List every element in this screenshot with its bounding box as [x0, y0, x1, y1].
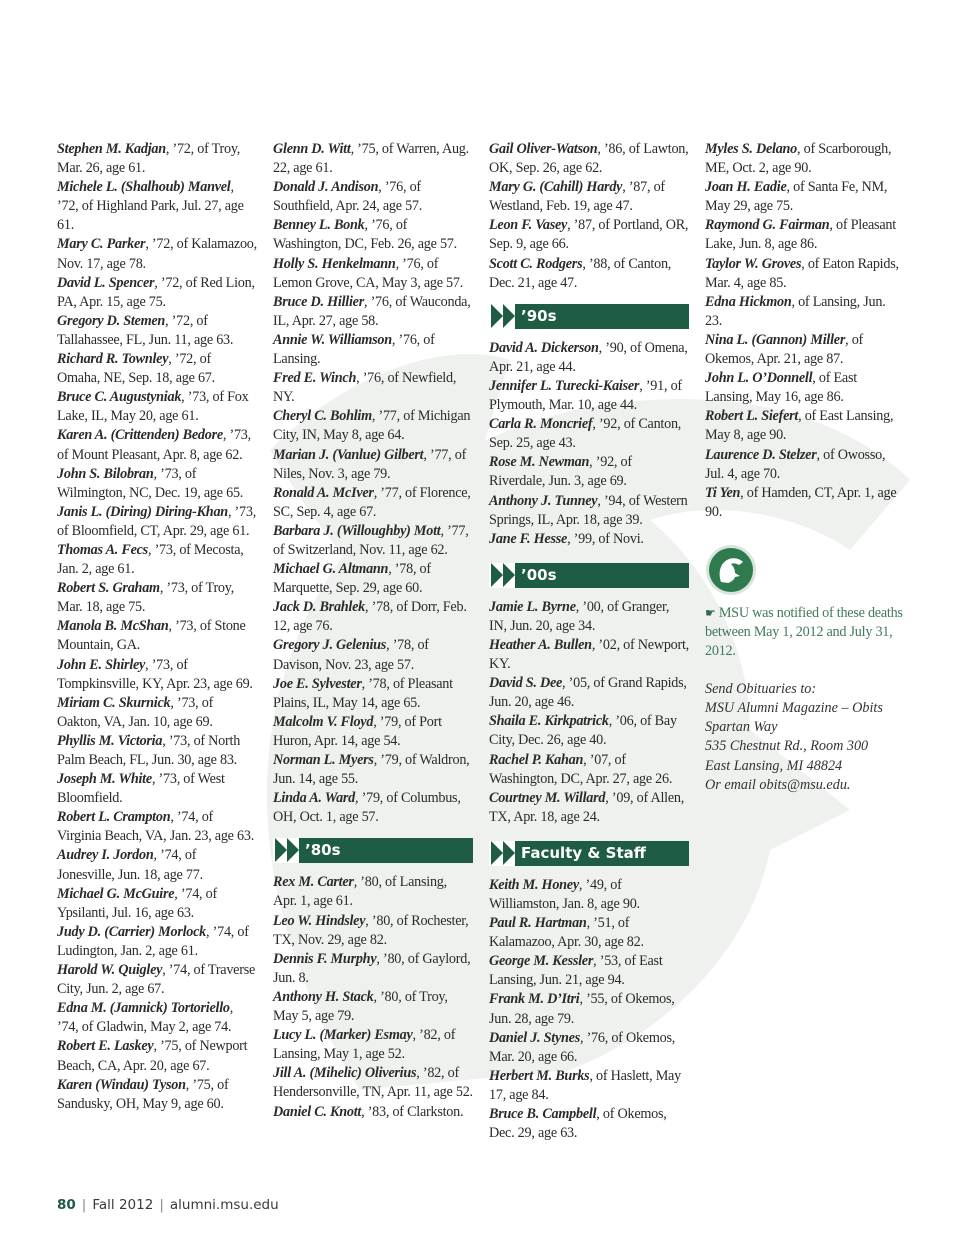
- obituary-details: , of Eaton Rapids, Mar. 4, age 85.: [705, 255, 899, 291]
- obituary-name: Barbara J. (Willoughby) Mott: [273, 522, 441, 539]
- obituary-details: , ’77, of Florence, SC, Sep. 4, age 67.: [273, 484, 471, 520]
- section-header-label: ’90s: [521, 306, 557, 325]
- obituary-name: Donald J. Andison: [273, 179, 379, 196]
- obituary-entry: [273, 598, 473, 636]
- obituary-details: , ’72, of Troy, Mar. 26, age 61.: [57, 141, 241, 177]
- obituary-entry: [273, 988, 473, 1026]
- obituary-entry: [57, 312, 257, 350]
- send-line: 535 Chestnut Rd., Room 300: [705, 738, 869, 755]
- obituary-name: Gail Oliver-Watson: [489, 141, 598, 157]
- obituary-entry: [273, 950, 473, 988]
- obituary-name: Fred E. Winch: [273, 370, 357, 387]
- send-email-line: Or email obits@msu.edu.: [705, 776, 851, 793]
- obituary-entry: [57, 1037, 257, 1075]
- obituary-name: Janis L. (Diring) Diring-Khan: [57, 503, 228, 520]
- obituary-name: Phyllis M. Victoria: [57, 732, 163, 749]
- obituary-details: , ’09, of Allen, TX, Apr. 18, age 24.: [489, 789, 685, 825]
- obituary-name: Benney L. Bonk: [273, 217, 365, 234]
- obituary-entry: [489, 598, 689, 636]
- obituary-details: , ’00, of Granger, IN, Jun. 20, age 34.: [489, 598, 670, 634]
- obituary-column-2: [273, 140, 473, 1122]
- obituary-entry: [489, 530, 689, 549]
- obituary-entry: [273, 675, 473, 713]
- obituary-entry: [57, 656, 257, 694]
- obituary-details: , ’72, of Red Lion, PA, Apr. 15, age 75.: [57, 274, 255, 310]
- obituary-entry: [705, 369, 905, 407]
- obituary-entry: [489, 453, 689, 491]
- obituary-entry: [489, 751, 689, 789]
- obituary-details: , ’75, of Sandusky, OH, May 9, age 60.: [57, 1076, 229, 1112]
- obituary-name: Joseph M. White: [57, 771, 152, 788]
- obituary-entry: [57, 694, 257, 732]
- obituary-name: Mary G. (Cahill) Hardy: [489, 179, 623, 196]
- obituary-entry: [273, 446, 473, 484]
- obituary-entry: [273, 1064, 473, 1102]
- obituary-details: , ’80, of Lansing, Apr. 1, age 61.: [273, 874, 447, 910]
- obituary-details: , ’79, of Port Huron, Apr. 14, age 54.: [273, 713, 442, 749]
- obituary-details: , ’78, of Dorr, Feb. 12, age 76.: [273, 599, 467, 635]
- obituary-entry: [705, 331, 905, 369]
- section-header-label: Faculty & Staff: [521, 843, 646, 862]
- obituary-name: Malcolm V. Floyd: [273, 713, 374, 730]
- obituary-details: , ’05, of Grand Rapids, Jun. 20, age 46.: [489, 675, 687, 711]
- obituary-entry: [489, 178, 689, 216]
- obituary-details: , ’77, of Michigan City, IN, May 8, age 64.: [273, 408, 471, 444]
- obituary-name: Taylor W. Groves: [705, 255, 802, 272]
- obituary-name: Joe E. Sylvester: [273, 675, 362, 692]
- obituary-entry: [705, 446, 905, 484]
- obituary-details: , ’51, of Kalamazoo, Apr. 30, age 82.: [489, 915, 644, 951]
- obituary-entry: [489, 415, 689, 453]
- obituary-name: Richard R. Townley: [57, 351, 169, 368]
- obituary-details: , ’76, of Wauconda, IL, Apr. 27, age 58.: [273, 293, 471, 329]
- obituary-entry: [57, 579, 257, 617]
- obituary-entry: [57, 923, 257, 961]
- obituary-name: Thomas A. Fecs: [57, 541, 148, 558]
- obituary-details: , of Haslett, May 17, age 84.: [489, 1067, 681, 1103]
- obituary-entry: [57, 770, 257, 808]
- obituary-column-1: [57, 140, 257, 1114]
- obituary-entry: [489, 914, 689, 952]
- obituary-details: , ’76, of Washington, DC, Feb. 26, age 57.: [273, 217, 457, 253]
- obituary-details: , ’72, of Kalamazoo, Nov. 17, age 78.: [57, 236, 257, 272]
- obituary-details: , ’74, of Jonesville, Jun. 18, age 77.: [57, 847, 203, 883]
- obituary-name: Daniel J. Stynes: [489, 1029, 580, 1046]
- obituary-details: , ’92, of Riverdale, Jun. 3, age 69.: [489, 454, 632, 490]
- obituary-entry: [57, 235, 257, 273]
- obituary-details: , ’80, of Gaylord, Jun. 8.: [273, 950, 471, 986]
- obituary-name: John L. O’Donnell: [705, 370, 813, 387]
- obituary-name: Leo W. Hindsley: [273, 912, 366, 929]
- obituary-name: Anthony H. Stack: [273, 988, 374, 1005]
- obituary-name: Frank M. D’Itri: [489, 991, 580, 1008]
- obituary-entry: [273, 636, 473, 674]
- obituary-entry: [57, 885, 257, 923]
- obituary-name: Gregory D. Stemen: [57, 312, 166, 329]
- obituary-name: Edna M. (Jamnick) Tortoriello: [57, 1000, 230, 1017]
- obituary-entry: [273, 522, 473, 560]
- obituary-name: Robert S. Graham: [57, 580, 160, 597]
- obituary-details: , of Santa Fe, NM, May 29, age 75.: [705, 179, 888, 215]
- pointing-hand-icon: ☛: [705, 605, 716, 620]
- obituary-name: Jack D. Brahlek: [273, 599, 366, 616]
- obituary-name: Cheryl C. Bohlim: [273, 408, 372, 425]
- obituary-details: , ’06, of Bay City, Dec. 26, age 40.: [489, 713, 677, 749]
- obituary-name: Robert L. Siefert: [705, 408, 799, 425]
- section-header-90s: [489, 304, 689, 329]
- obituary-name: Leon F. Vasey: [489, 217, 568, 234]
- obituary-entry: [57, 808, 257, 846]
- obituary-details: , of Lansing, Jun. 23.: [705, 293, 886, 329]
- obituary-details: , ’07, of Washington, DC, Apr. 27, age 26.: [489, 751, 673, 787]
- obituary-entry: [273, 178, 473, 216]
- obituary-entry: [57, 178, 257, 235]
- section-header-label: ’00s: [521, 565, 557, 584]
- obituary-details: , ’78, of Marquette, Sep. 29, age 60.: [273, 561, 431, 597]
- obituary-details: , ’74, of Gladwin, May 2, age 74.: [57, 1000, 234, 1036]
- obituary-name: Raymond G. Fairman: [705, 217, 830, 234]
- obituary-name: John E. Shirley: [57, 656, 146, 673]
- obituary-entry: [705, 140, 905, 178]
- obituary-entry: [57, 999, 257, 1037]
- obituary-name: Judy D. (Carrier) Morlock: [57, 923, 207, 940]
- obituary-name: Daniel C. Knott: [273, 1103, 362, 1120]
- obituary-entry: [273, 331, 473, 369]
- obituary-name: Jennifer L. Turecki-Kaiser: [489, 377, 640, 394]
- obituary-details: , of Hamden, CT, Apr. 1, age 90.: [705, 484, 897, 520]
- obituary-entry: [489, 339, 689, 377]
- obituary-details: , ’73, of Tompkinsville, KY, Apr. 23, age 69.: [57, 656, 253, 692]
- obituary-details: , ’76, of Okemos, Mar. 20, age 66.: [489, 1029, 676, 1065]
- obituary-details: , ’82, of Lansing, May 1, age 52.: [273, 1027, 456, 1063]
- obituary-details: , ’78, of Davison, Nov. 23, age 57.: [273, 637, 429, 673]
- obituary-entry: [273, 713, 473, 751]
- obituary-entry: [705, 407, 905, 445]
- obituary-name: Ti Yen: [705, 484, 741, 501]
- obituary-name: Manola B. McShan: [57, 618, 169, 635]
- obituary-entry: [273, 873, 473, 911]
- obituary-entry: [273, 912, 473, 950]
- obituary-name: Karen (Windau) Tyson: [57, 1076, 186, 1093]
- obituary-details: , ’74, of Ludington, Jan. 2, age 61.: [57, 923, 249, 959]
- obituary-details: , of Pleasant Lake, Jun. 8, age 86.: [705, 217, 896, 253]
- obituary-entry: [57, 274, 257, 312]
- obituary-details: , ’73, of North Palm Beach, FL, Jun. 30, age 83.: [57, 732, 241, 768]
- obituary-name: John S. Bilobran: [57, 465, 154, 482]
- spartan-helmet-icon: [709, 548, 753, 592]
- send-line: Spartan Way: [705, 719, 778, 736]
- obituary-entry: [57, 846, 257, 884]
- obituary-details: , ’76, of Lemon Grove, CA, May 3, age 57.: [273, 255, 464, 291]
- obituary-name: Paul R. Hartman: [489, 915, 587, 932]
- obituary-details: , ’77, of Niles, Nov. 3, age 79.: [273, 446, 467, 482]
- page-number: 80: [57, 1197, 76, 1213]
- obituary-entry: [489, 1029, 689, 1067]
- obituary-details: , ’80, of Rochester, TX, Nov. 29, age 82.: [273, 912, 469, 948]
- obituary-entry: [57, 617, 257, 655]
- obituary-details: , ’73, of Mount Pleasant, Apr. 8, age 62.: [57, 427, 251, 463]
- obituary-entry: [489, 876, 689, 914]
- obituary-entry: [489, 255, 689, 293]
- obituary-details: , ’73, of Wilmington, NC, Dec. 19, age 65.: [57, 465, 244, 501]
- obituary-name: Scott C. Rodgers: [489, 255, 583, 272]
- obituary-entry: [705, 255, 905, 293]
- send-line: East Lansing, MI 48824: [705, 757, 843, 774]
- obituary-details: , ’91, of Plymouth, Mar. 10, age 44.: [489, 377, 682, 414]
- obituary-name: Bruce C. Augustyniak: [57, 389, 182, 406]
- obituary-entry: [705, 178, 905, 216]
- obituary-details: , ’72, of Omaha, NE, Sep. 18, age 67.: [57, 351, 215, 387]
- obituary-details: , ’73, of West Bloomfield.: [57, 771, 225, 807]
- obituary-entry: [57, 350, 257, 388]
- obituary-name: Marian J. (Vanlue) Gilbert: [273, 446, 424, 463]
- section-header-faculty-staff: [489, 841, 689, 866]
- obituary-name: Lucy L. (Marker) Esmay: [273, 1027, 413, 1044]
- obituary-details: , of Owosso, Jul. 4, age 70.: [705, 446, 886, 482]
- obituary-name: Robert E. Laskey: [57, 1038, 154, 1055]
- obituary-details: , of Scarborough, ME, Oct. 2, age 90.: [705, 141, 892, 177]
- obituary-name: Rose M. Newman: [489, 454, 590, 471]
- obituary-name: Karen A. (Crittenden) Bedore: [57, 427, 223, 444]
- obituary-details: , ’53, of East Lansing, Jun. 21, age 94.: [489, 953, 663, 989]
- obituary-name: Myles S. Delano: [705, 141, 798, 157]
- obituary-details: , ’73, of Fox Lake, IL, May 20, age 61.: [57, 389, 249, 425]
- send-line: Send Obituaries to:: [705, 681, 817, 698]
- obituary-name: Michael G. Altmann: [273, 561, 389, 578]
- obituary-entry: [273, 216, 473, 254]
- obituary-column-4: [705, 140, 905, 795]
- obituary-details: , ’79, of Columbus, OH, Oct. 1, age 57.: [273, 790, 461, 826]
- obituary-name: Edna Hickmon: [705, 293, 792, 310]
- obituary-details: , ’73, of Troy, Mar. 18, age 75.: [57, 580, 234, 616]
- obituary-details: , ’86, of Lawton, OK, Sep. 26, age 62.: [489, 141, 689, 177]
- obituary-name: Anthony J. Tunney: [489, 492, 598, 509]
- obituary-entry: [489, 636, 689, 674]
- obituary-details: , ’83, of Clarkston.: [361, 1103, 464, 1120]
- obituary-details: , ’76, of Newfield, NY.: [273, 370, 457, 406]
- section-header-00s: [489, 563, 689, 588]
- obituary-name: Miriam C. Skurnick: [57, 694, 171, 711]
- obituary-details: , ’73, of Mecosta, Jan. 2, age 61.: [57, 541, 244, 578]
- obituary-name: Dennis F. Murphy: [273, 950, 377, 967]
- obituary-details: , ’76, of Lansing.: [273, 331, 435, 368]
- obituary-name: Bruce B. Campbell: [489, 1106, 597, 1123]
- obituary-details: , ’78, of Pleasant Plains, IL, May 14, age 65.: [273, 675, 453, 711]
- site-url: alumni.msu.edu: [169, 1197, 279, 1213]
- obituary-details: , of Okemos, Dec. 29, age 63.: [489, 1106, 667, 1142]
- section-header-label: ’80s: [305, 841, 341, 860]
- obituary-details: , ’75, of Newport Beach, CA, Apr. 20, age 67.: [57, 1038, 248, 1074]
- obituary-name: Ronald A. McIver: [273, 484, 374, 501]
- notification-notice: [705, 604, 905, 661]
- obituary-details: , ’73, of Oakton, VA, Jan. 10, age 69.: [57, 694, 214, 730]
- obituary-name: Michael G. McGuire: [57, 885, 175, 902]
- obituary-entry: [489, 140, 689, 178]
- obituary-entry: [489, 712, 689, 750]
- obituary-details: , ’75, of Warren, Aug. 22, age 61.: [273, 141, 469, 177]
- obituary-name: Rex M. Carter: [273, 874, 354, 891]
- obituary-name: Jane F. Hesse: [489, 530, 568, 547]
- send-line: MSU Alumni Magazine – Obits: [705, 700, 883, 717]
- obituary-name: Heather A. Bullen: [489, 636, 592, 653]
- obituary-details: , ’87, of Westland, Feb. 19, age 47.: [489, 179, 665, 215]
- obituary-entry: [57, 140, 257, 178]
- obituary-entry: [489, 990, 689, 1028]
- obituary-details: , ’74, of Traverse City, Jun. 2, age 67.: [57, 962, 256, 998]
- obituary-name: Joan H. Eadie: [705, 179, 787, 196]
- obituary-details: , ’92, of Canton, Sep. 25, age 43.: [489, 416, 682, 452]
- obituary-name: Harold W. Quigley: [57, 962, 163, 979]
- obituary-name: Jamie L. Byrne: [489, 598, 576, 615]
- obituary-entry: [489, 216, 689, 254]
- obituary-name: Holly S. Henkelmann: [273, 255, 396, 272]
- obituary-column-3: [489, 140, 689, 1143]
- obituary-name: Laurence D. Stelzer: [705, 446, 817, 463]
- obituary-name: Linda A. Ward: [273, 790, 356, 807]
- obituary-entry: [273, 1026, 473, 1064]
- obituary-name: David A. Dickerson: [489, 339, 599, 356]
- obituary-details: , of East Lansing, May 8, age 90.: [705, 408, 894, 444]
- obituary-entry: [273, 293, 473, 331]
- obituary-name: Carla R. Moncrief: [489, 416, 593, 433]
- obituary-details: , ’94, of Western Springs, IL, Apr. 18, age 39.: [489, 492, 688, 528]
- obituary-name: David L. Spencer: [57, 274, 155, 291]
- page-footer: 80 | Fall 2012 | alumni.msu.edu: [57, 1197, 279, 1213]
- obituary-name: David S. Dee: [489, 675, 563, 692]
- obituary-name: Audrey I. Jordon: [57, 847, 154, 864]
- obituary-entry: [489, 789, 689, 827]
- issue-label: Fall 2012: [92, 1197, 154, 1213]
- obituary-details: , of Okemos, Apr. 21, age 87.: [705, 331, 864, 368]
- obituary-entry: [489, 1105, 689, 1143]
- obituary-entry: [57, 503, 257, 541]
- obituary-name: Mary C. Parker: [57, 236, 146, 253]
- obituary-name: George M. Kessler: [489, 953, 594, 970]
- obituary-entry: [273, 560, 473, 598]
- obituary-name: Nina L. (Gannon) Miller: [705, 331, 846, 348]
- obituary-name: Robert L. Crampton: [57, 809, 171, 826]
- obituary-entry: [705, 216, 905, 254]
- obituary-details: , ’73, of Stone Mountain, GA.: [57, 618, 246, 654]
- obituary-entry: [57, 541, 257, 579]
- obituary-entry: [57, 426, 257, 464]
- send-obituaries-block: [705, 680, 905, 795]
- obituary-details: , ’72, of Tallahassee, FL, Jun. 11, age 63.: [57, 312, 234, 348]
- notice-text: MSU was notified of these deaths between May 1, 2012 and July 31, 2012.: [705, 604, 903, 660]
- obituary-entry: [489, 1067, 689, 1105]
- obituary-name: Gregory J. Gelenius: [273, 637, 387, 654]
- obituary-entry: [273, 484, 473, 522]
- obituary-name: Shaila E. Kirkpatrick: [489, 713, 609, 730]
- obituary-entry: [57, 1076, 257, 1114]
- obituary-name: Jill A. (Mihelic) Oliverius: [273, 1065, 417, 1082]
- obituary-entry: [705, 293, 905, 331]
- obituary-entry: [57, 388, 257, 426]
- obituary-details: , ’49, of Williamston, Jan. 8, age 90.: [489, 876, 640, 912]
- obituary-details: , ’74, of Ypsilanti, Jul. 16, age 63.: [57, 885, 217, 921]
- obituary-details: , ’02, of Newport, KY.: [489, 636, 689, 673]
- obituary-entry: [489, 674, 689, 712]
- obituary-details: , ’80, of Troy, May 5, age 79.: [273, 988, 448, 1025]
- obituary-name: Norman L. Myers: [273, 752, 374, 768]
- obituary-details: , ’72, of Highland Park, Jul. 27, age 61.: [57, 179, 244, 234]
- obituary-name: Glenn D. Witt: [273, 141, 351, 157]
- obituary-details: , ’55, of Okemos, Jun. 28, age 79.: [489, 991, 675, 1027]
- obituary-details: , of East Lansing, May 16, age 86.: [705, 370, 857, 406]
- obituary-entry: [273, 1103, 473, 1122]
- obituary-entry: [489, 377, 689, 415]
- obituary-entry: [273, 751, 473, 789]
- obituary-name: Annie W. Williamson: [273, 331, 392, 348]
- obituary-details: , ’88, of Canton, Dec. 21, age 47.: [489, 255, 672, 291]
- obituary-entry: [489, 492, 689, 530]
- obituary-details: , ’76, of Southfield, Apr. 24, age 57.: [273, 179, 423, 215]
- obituary-entry: [273, 255, 473, 293]
- obituary-details: , ’87, of Portland, OR, Sep. 9, age 66.: [489, 217, 689, 253]
- obituary-details: , ’74, of Virginia Beach, VA, Jan. 23, age 63.: [57, 809, 255, 845]
- obituary-name: Keith M. Honey: [489, 876, 579, 893]
- obituary-details: , ’79, of Waldron, Jun. 14, age 55.: [273, 752, 470, 788]
- obituary-name: Bruce D. Hillier: [273, 293, 364, 310]
- obituary-name: Rachel P. Kahan: [489, 751, 584, 768]
- obituary-details: , ’73, of Bloomfield, CT, Apr. 29, age 61.: [57, 503, 256, 539]
- obituary-entry: [57, 732, 257, 770]
- obituary-details: , ’77, of Switzerland, Nov. 11, age 62.: [273, 522, 469, 558]
- obituary-details: , ’99, of Novi.: [567, 530, 644, 547]
- obituary-entry: [705, 484, 905, 522]
- obituary-name: Michele L. (Shalhoub) Manvel: [57, 179, 231, 196]
- obituary-entry: [57, 465, 257, 503]
- obituary-entry: [57, 961, 257, 999]
- obituary-entry: [273, 369, 473, 407]
- obituary-name: Courtney M. Willard: [489, 789, 606, 806]
- obituary-details: , ’90, of Omena, Apr. 21, age 44.: [489, 339, 688, 375]
- obituary-entry: [489, 952, 689, 990]
- obituary-entry: [273, 407, 473, 445]
- obituary-entry: [273, 140, 473, 178]
- obituary-name: Herbert M. Burks: [489, 1067, 590, 1084]
- section-header-80s: [273, 838, 473, 863]
- obituary-details: , ’82, of Hendersonville, TN, Apr. 11, age 52.: [273, 1065, 473, 1101]
- obituary-entry: [273, 789, 473, 827]
- obituary-name: Stephen M. Kadjan: [57, 141, 166, 157]
